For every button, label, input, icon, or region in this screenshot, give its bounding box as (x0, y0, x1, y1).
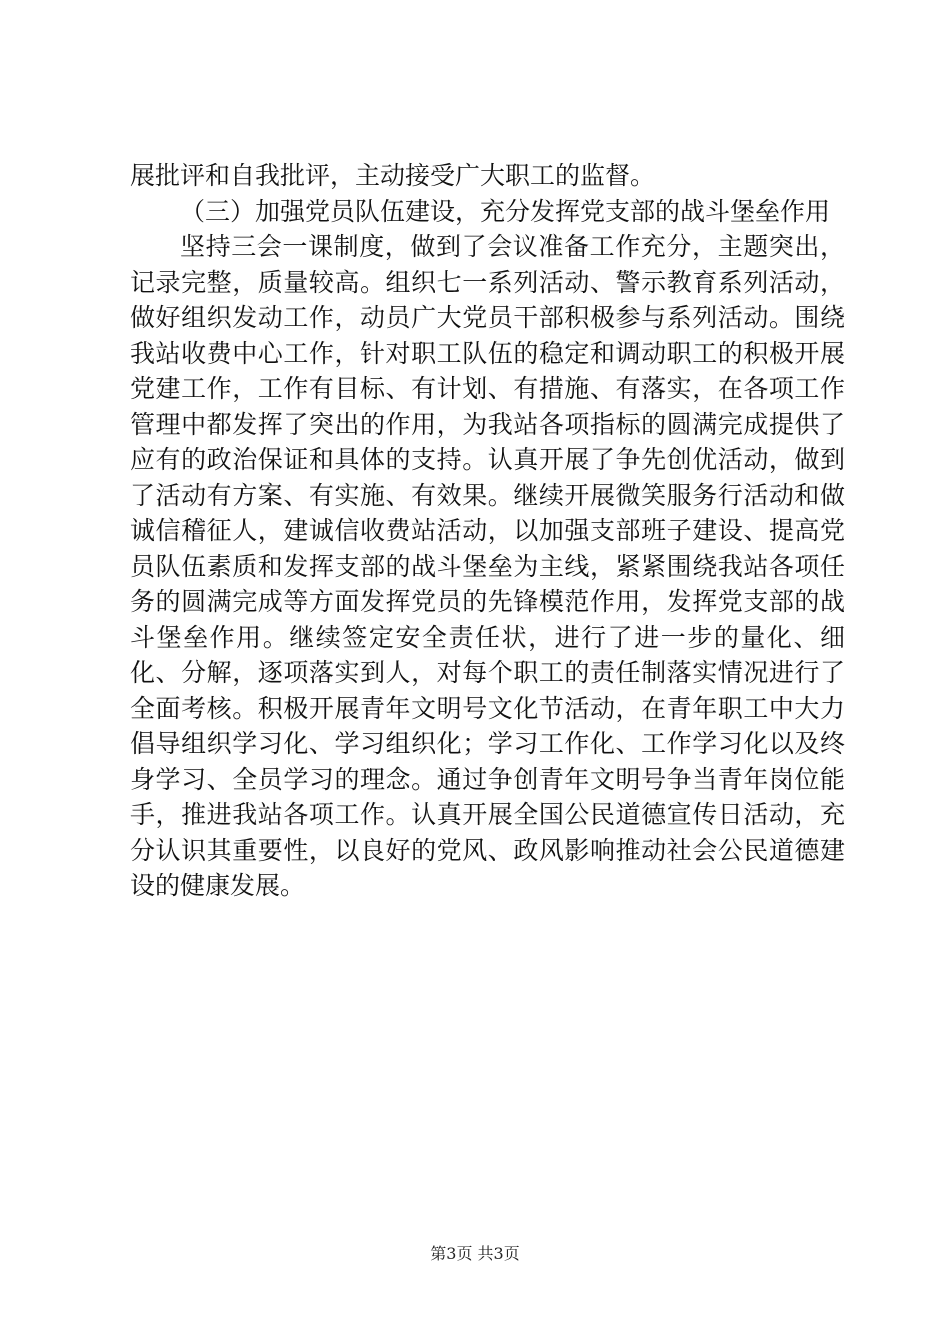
page-footer: 第3页 共3页 (430, 1244, 520, 1263)
section-heading: （三）加强党员队伍建设，充分发挥党支部的战斗堡垒作用 (180, 196, 831, 226)
paragraph-body: 坚持三会一课制度，做到了会议准备工作充分，主题突出，记录完整，质量较高。组织七一系列活动、警示教育系列活动，做好组织发动工作，动员广大党员干部积极参与系列活动。围绕我站收费中心工作，针对职工队伍的稳定和调动职工的积极开展党建工作，工作有目标、有计划、有措施、有落实，在各项工作管理中都发挥了突出的作用，为我站各项指标的圆满完成提供了应有的政治保证和具体的支持。认真开展了争先创优活动，做到了活动有方案、有实施、有效果。继续开展微笑服务行活动和做诚信稽征人，建诚信收费站活动，以加强支部班子建设、提高党员队伍素质和发挥支部的战斗堡垒为主线，紧紧围绕我站各项任务的圆满完成等方面发挥党员的先锋模范作用，发挥党支部的战斗堡垒作用。继续签定安全责任状，进行了进一步的量化、细化、分解，逐项落实到人，对每个职工的责任制落实情况进行了全面考核。积极开展青年文明号文化节活动，在青年职工中大力倡导组织学习化、学习组织化；学习工作化、工作学习化以及终身学习、全员学习的理念。通过争创青年文明号争当青年岗位能手，推进我站各项工作。认真开展全国公民道德宣传日活动，充分认识其重要性，以良好的党风、政风影响推动社会公民道德建设的健康发展。 (130, 232, 845, 900)
paragraph-continuation: 展批评和自我批评，主动接受广大职工的监督。 (130, 161, 656, 190)
document-body (130, 158, 845, 904)
